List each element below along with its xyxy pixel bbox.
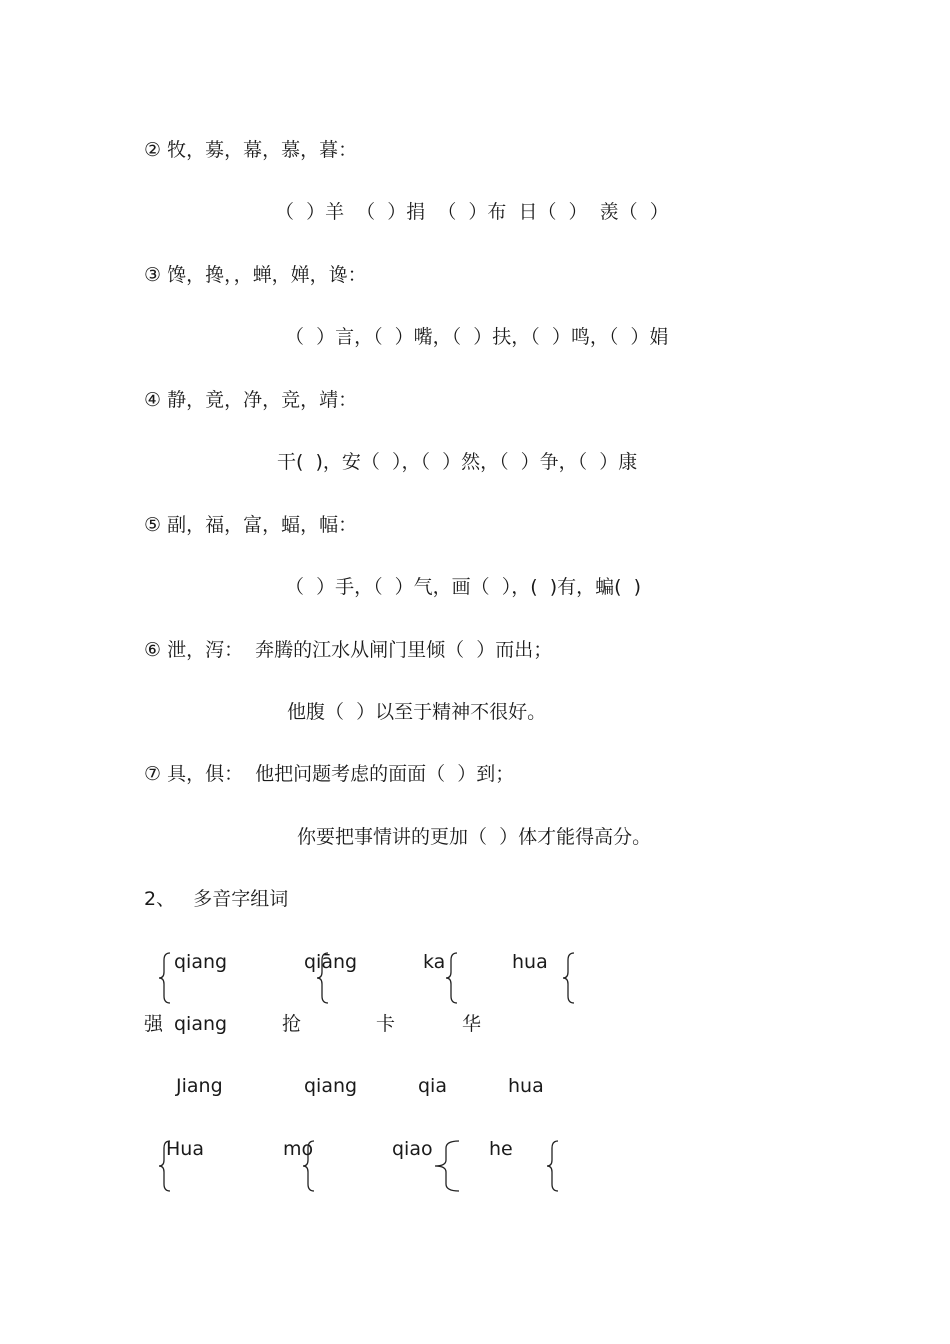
pinyin-he: he [489,1138,513,1160]
brace-3 [444,952,460,1004]
question-6-line2: 他腹（ ）以至于精神不很好。 [287,701,547,723]
pinyin-qiao: qiao [392,1138,433,1160]
question-3-title: ③ 馋，搀，，蝉，婵，谗： [144,264,367,286]
char-hua: 华 [462,1013,482,1035]
question-5-blanks: （ ）手，（ ）气，画（ ），( )有，蝙( ) [285,576,642,598]
question-2-title: ② 牧，募，幕，慕，暮： [144,139,358,161]
question-5-title: ⑤ 副，福，富，蝠，幅： [144,514,358,536]
pinyin-qiang-3: qiang [174,1013,228,1035]
char-qiang-grab: 抢 [282,1013,302,1035]
brace-4 [561,952,577,1004]
question-4-title: ④ 静，竟，净，竞，靖： [144,389,358,411]
question-7-line1: ⑦ 具，俱： 他把问题考虑的面面（ ）到； [144,763,515,785]
brace-6 [301,1140,317,1192]
question-7-line2: 你要把事情讲的更加（ ）体才能得高分。 [297,826,652,848]
brace-8 [545,1140,561,1192]
brace-5 [157,1140,173,1192]
pinyin-qiang-2: qiāng [304,951,358,973]
question-6-line1: ⑥ 泄，泻： 奔腾的江水从闸门里倾（ ）而出； [144,639,553,661]
question-2-blanks: （ ）羊 （ ）捐 （ ）布 日（ ） 羡（ ） [275,201,669,223]
section-2-title: 2、 多音字组词 [144,888,289,910]
char-ka: 卡 [376,1013,396,1035]
brace-7 [433,1140,461,1192]
pinyin-qiang-4: qiang [304,1075,358,1097]
pinyin-qiang-1: qiang [174,951,228,973]
brace-1 [157,952,173,1004]
pinyin-mo: mo [283,1138,314,1160]
pinyin-ka: ka [423,951,446,973]
question-4-blanks: 干( )，安（ ），（ ）然，（ ）争，（ ）康 [277,451,638,473]
pinyin-hua-2: hua [508,1075,544,1097]
pinyin-qia: qia [418,1075,447,1097]
pinyin-jiang: Jiang [176,1075,223,1097]
pinyin-hua-1: hua [512,951,548,973]
question-3-blanks: （ ）言，（ ）嘴，（ ）扶，（ ）鸣，（ ）娟 [285,326,669,348]
brace-2 [315,952,331,1004]
pinyin-hua-3: Hua [166,1138,204,1160]
char-qiang: 强 [144,1013,164,1035]
